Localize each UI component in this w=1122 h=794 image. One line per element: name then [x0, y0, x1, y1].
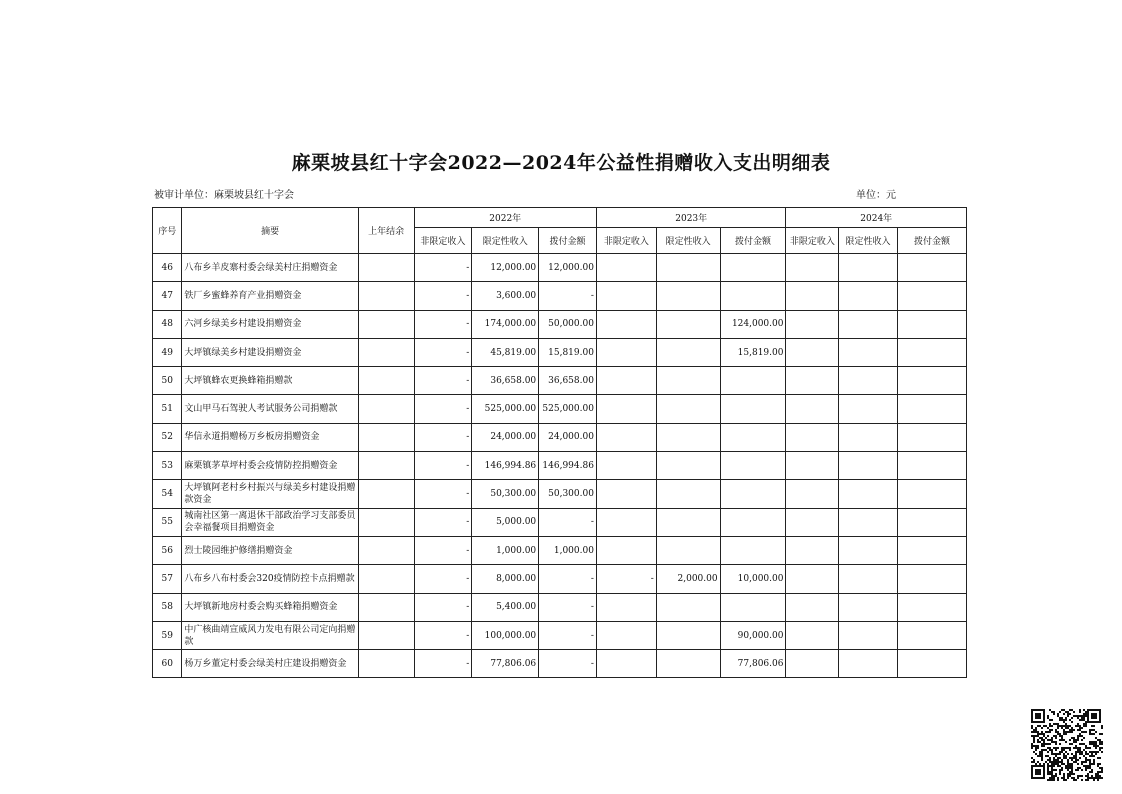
- row-amount: [596, 593, 656, 621]
- row-amount: 12,000.00: [472, 254, 539, 282]
- table-row: [153, 508, 967, 536]
- row-amount: -: [414, 338, 472, 366]
- row-amount: [596, 508, 656, 536]
- header-seq: 序号: [153, 208, 182, 254]
- row-amount: [786, 593, 839, 621]
- row-amount: 15,819.00: [720, 338, 786, 366]
- row-amount: [786, 338, 839, 366]
- row-summary: 中广核曲靖宣威风力发电有限公司定向捐赠款: [182, 621, 358, 649]
- row-prev-balance: [358, 367, 414, 395]
- row-amount: -: [539, 565, 597, 593]
- table-row: [153, 452, 967, 480]
- row-summary: 华信永道捐赠杨万乡板房捐赠资金: [182, 423, 358, 451]
- row-amount: [656, 593, 720, 621]
- table-row: [153, 282, 967, 310]
- row-amount: [720, 480, 786, 508]
- table-row: [153, 395, 967, 423]
- row-summary: 烈士陵园维护修缮捐赠资金: [182, 536, 358, 564]
- row-summary: 八布乡八布村委会320疫情防控卡点捐赠款: [182, 565, 358, 593]
- row-amount: 146,994.86: [539, 452, 597, 480]
- row-amount: [786, 565, 839, 593]
- row-amount: -: [414, 310, 472, 338]
- subheader-cell: 非限定收入: [786, 228, 839, 254]
- row-amount: [897, 338, 966, 366]
- row-amount: [656, 452, 720, 480]
- table-row: [153, 338, 967, 366]
- row-prev-balance: [358, 508, 414, 536]
- row-amount: [656, 423, 720, 451]
- row-amount: 100,000.00: [472, 621, 539, 649]
- row-summary: 六河乡绿美乡村建设捐赠资金: [182, 310, 358, 338]
- row-amount: [786, 310, 839, 338]
- row-amount: 50,300.00: [539, 480, 597, 508]
- row-amount: [839, 565, 898, 593]
- row-number: 54: [153, 480, 182, 508]
- row-amount: [839, 480, 898, 508]
- row-amount: -: [414, 536, 472, 564]
- row-amount: [839, 395, 898, 423]
- header-year-2022: 2022年: [414, 208, 596, 228]
- row-summary: 大坪镇阿老村乡村振兴与绿美乡村建设捐赠款资金: [182, 480, 358, 508]
- table-row: [153, 621, 967, 649]
- row-amount: [839, 282, 898, 310]
- row-amount: [720, 452, 786, 480]
- row-amount: [596, 310, 656, 338]
- row-summary: 大坪镇蜂农更换蜂箱捐赠款: [182, 367, 358, 395]
- row-amount: [720, 423, 786, 451]
- row-number: 49: [153, 338, 182, 366]
- row-amount: -: [414, 423, 472, 451]
- row-amount: 36,658.00: [539, 367, 597, 395]
- row-summary: 麻栗镇茅草坪村委会疫情防控捐赠资金: [182, 452, 358, 480]
- table-row: [153, 650, 967, 678]
- row-amount: [596, 367, 656, 395]
- row-amount: [596, 480, 656, 508]
- row-amount: 15,819.00: [539, 338, 597, 366]
- row-amount: [786, 452, 839, 480]
- audited-unit: 被审计单位：麻栗坡县红十字会: [154, 190, 294, 201]
- row-amount: -: [596, 565, 656, 593]
- row-number: 47: [153, 282, 182, 310]
- row-amount: [720, 593, 786, 621]
- row-prev-balance: [358, 565, 414, 593]
- row-amount: [897, 621, 966, 649]
- row-amount: 1,000.00: [472, 536, 539, 564]
- row-amount: [897, 367, 966, 395]
- row-amount: [596, 536, 656, 564]
- table-row: [153, 423, 967, 451]
- row-amount: [720, 254, 786, 282]
- row-amount: [720, 536, 786, 564]
- row-amount: [720, 282, 786, 310]
- row-amount: [897, 593, 966, 621]
- row-amount: 24,000.00: [472, 423, 539, 451]
- table-row: [153, 593, 967, 621]
- subheader-cell: 非限定收入: [596, 228, 656, 254]
- row-amount: 45,819.00: [472, 338, 539, 366]
- subheader-cell: 拨付金额: [720, 228, 786, 254]
- row-amount: [897, 395, 966, 423]
- subheader-cell: 拨付金额: [539, 228, 597, 254]
- row-amount: [839, 310, 898, 338]
- row-amount: [656, 480, 720, 508]
- row-prev-balance: [358, 650, 414, 678]
- subheader-cell: 拨付金额: [897, 228, 966, 254]
- currency-unit: 单位：元: [856, 190, 896, 201]
- row-amount: 77,806.06: [720, 650, 786, 678]
- row-amount: [596, 395, 656, 423]
- row-number: 52: [153, 423, 182, 451]
- row-amount: 36,658.00: [472, 367, 539, 395]
- header-prev-balance: 上年结余: [358, 208, 414, 254]
- header-summary: 摘要: [182, 208, 358, 254]
- table-row: [153, 565, 967, 593]
- row-number: 50: [153, 367, 182, 395]
- row-amount: [786, 480, 839, 508]
- row-amount: [656, 338, 720, 366]
- row-summary: 大坪镇新地房村委会购买蜂箱捐赠资金: [182, 593, 358, 621]
- row-number: 58: [153, 593, 182, 621]
- row-amount: [786, 282, 839, 310]
- row-amount: [656, 650, 720, 678]
- row-prev-balance: [358, 254, 414, 282]
- table-row: [153, 536, 967, 564]
- row-amount: [656, 536, 720, 564]
- row-amount: [596, 452, 656, 480]
- row-amount: 3,600.00: [472, 282, 539, 310]
- row-amount: 2,000.00: [656, 565, 720, 593]
- row-amount: [786, 423, 839, 451]
- row-number: 46: [153, 254, 182, 282]
- row-amount: [839, 621, 898, 649]
- row-amount: [897, 310, 966, 338]
- row-amount: -: [414, 367, 472, 395]
- row-amount: [656, 621, 720, 649]
- row-number: 51: [153, 395, 182, 423]
- row-amount: [656, 282, 720, 310]
- row-amount: [897, 423, 966, 451]
- row-amount: [897, 254, 966, 282]
- row-amount: [839, 593, 898, 621]
- row-amount: [596, 254, 656, 282]
- row-amount: 50,000.00: [539, 310, 597, 338]
- row-amount: [596, 338, 656, 366]
- row-amount: [839, 367, 898, 395]
- row-amount: -: [414, 508, 472, 536]
- table-row: [153, 310, 967, 338]
- row-amount: [897, 508, 966, 536]
- row-amount: 5,000.00: [472, 508, 539, 536]
- row-amount: [656, 367, 720, 395]
- row-amount: [897, 480, 966, 508]
- row-amount: [656, 254, 720, 282]
- row-amount: -: [539, 593, 597, 621]
- row-amount: [897, 650, 966, 678]
- row-summary: 铁厂乡蜜蜂养育产业捐赠资金: [182, 282, 358, 310]
- subheader-cell: 限定性收入: [839, 228, 898, 254]
- row-amount: 90,000.00: [720, 621, 786, 649]
- row-amount: -: [414, 621, 472, 649]
- row-amount: [839, 254, 898, 282]
- row-amount: -: [539, 621, 597, 649]
- row-amount: 50,300.00: [472, 480, 539, 508]
- subheader-cell: 非限定收入: [414, 228, 472, 254]
- row-amount: -: [414, 650, 472, 678]
- row-prev-balance: [358, 480, 414, 508]
- row-summary: 八布乡羊皮寨村委会绿美村庄捐赠资金: [182, 254, 358, 282]
- row-amount: 5,400.00: [472, 593, 539, 621]
- row-amount: 124,000.00: [720, 310, 786, 338]
- qr-code-icon: [1031, 709, 1103, 781]
- row-amount: [839, 536, 898, 564]
- row-amount: [786, 254, 839, 282]
- row-prev-balance: [358, 395, 414, 423]
- table-row: [153, 254, 967, 282]
- row-amount: -: [539, 650, 597, 678]
- row-amount: [596, 282, 656, 310]
- row-prev-balance: [358, 621, 414, 649]
- row-amount: [596, 650, 656, 678]
- header-year-2023: 2023年: [596, 208, 786, 228]
- row-amount: [720, 508, 786, 536]
- row-number: 53: [153, 452, 182, 480]
- row-amount: 77,806.06: [472, 650, 539, 678]
- row-amount: 174,000.00: [472, 310, 539, 338]
- row-prev-balance: [358, 423, 414, 451]
- row-amount: 8,000.00: [472, 565, 539, 593]
- row-prev-balance: [358, 282, 414, 310]
- row-number: 60: [153, 650, 182, 678]
- row-amount: -: [414, 395, 472, 423]
- row-amount: [897, 536, 966, 564]
- table-row: [153, 367, 967, 395]
- row-amount: -: [539, 508, 597, 536]
- row-summary: 大坪镇绿美乡村建设捐赠资金: [182, 338, 358, 366]
- row-amount: [786, 536, 839, 564]
- row-amount: 146,994.86: [472, 452, 539, 480]
- row-number: 57: [153, 565, 182, 593]
- row-amount: 12,000.00: [539, 254, 597, 282]
- row-number: 59: [153, 621, 182, 649]
- row-amount: [839, 423, 898, 451]
- row-prev-balance: [358, 338, 414, 366]
- subheader-cell: 限定性收入: [472, 228, 539, 254]
- row-amount: 525,000.00: [539, 395, 597, 423]
- row-amount: -: [414, 282, 472, 310]
- header-year-2024: 2024年: [786, 208, 967, 228]
- row-amount: [786, 395, 839, 423]
- page-title: 麻栗坡县红十字会2022—2024年公益性捐赠收入支出明细表: [291, 152, 831, 174]
- row-number: 48: [153, 310, 182, 338]
- row-prev-balance: [358, 593, 414, 621]
- row-amount: [656, 395, 720, 423]
- row-prev-balance: [358, 452, 414, 480]
- row-amount: [656, 310, 720, 338]
- row-amount: [786, 508, 839, 536]
- row-amount: 24,000.00: [539, 423, 597, 451]
- donation-table: [152, 207, 967, 678]
- row-amount: -: [414, 565, 472, 593]
- row-amount: [839, 452, 898, 480]
- subheader-cell: 限定性收入: [656, 228, 720, 254]
- row-amount: -: [414, 593, 472, 621]
- row-amount: [596, 621, 656, 649]
- row-amount: [720, 395, 786, 423]
- row-amount: 525,000.00: [472, 395, 539, 423]
- row-amount: [897, 452, 966, 480]
- row-prev-balance: [358, 536, 414, 564]
- row-amount: [839, 338, 898, 366]
- row-amount: [897, 282, 966, 310]
- row-amount: -: [414, 452, 472, 480]
- row-amount: [839, 508, 898, 536]
- row-amount: -: [414, 480, 472, 508]
- row-amount: -: [414, 254, 472, 282]
- row-amount: 1,000.00: [539, 536, 597, 564]
- row-amount: 10,000.00: [720, 565, 786, 593]
- row-amount: [839, 650, 898, 678]
- row-number: 56: [153, 536, 182, 564]
- row-amount: [897, 565, 966, 593]
- row-prev-balance: [358, 310, 414, 338]
- row-summary: 城南社区第一离退休干部政治学习支部委员会幸福餐项目捐赠资金: [182, 508, 358, 536]
- row-amount: [656, 508, 720, 536]
- row-amount: [786, 621, 839, 649]
- row-number: 55: [153, 508, 182, 536]
- row-summary: 文山甲马石驾驶人考试服务公司捐赠款: [182, 395, 358, 423]
- row-amount: [596, 423, 656, 451]
- table-row: [153, 480, 967, 508]
- row-amount: -: [539, 282, 597, 310]
- row-amount: [720, 367, 786, 395]
- row-amount: [786, 367, 839, 395]
- row-summary: 杨万乡董定村委会绿美村庄建设捐赠资金: [182, 650, 358, 678]
- row-amount: [786, 650, 839, 678]
